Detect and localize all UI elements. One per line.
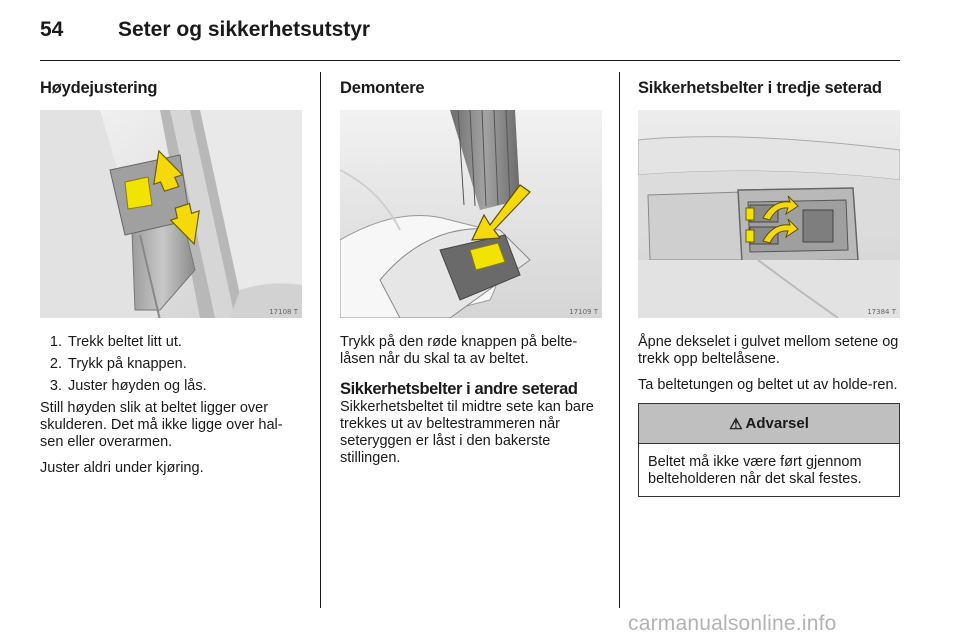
paragraph: Ta beltetungen og beltet ut av holde-ren. (638, 377, 898, 393)
warning-body (639, 444, 899, 496)
step-number: 1. (49, 334, 62, 350)
paragraph: Trykk på den røde knappen på belte-låsen når du skal ta av beltet. (340, 334, 578, 367)
column-remove (340, 72, 604, 476)
warning-text: Beltet må ikke være ført gjennom belteholderen når det skal festes. (648, 454, 862, 487)
step-number: 2. (49, 356, 62, 372)
page-title: Seter og sikkerhetsutstyr (118, 18, 371, 41)
warning-box (638, 403, 900, 497)
section-heading: Sikkerhetsbelter i tredje seterad (638, 79, 882, 97)
figure-code: 17109 T (569, 308, 598, 316)
section-heading: Demontere (340, 79, 425, 97)
list-item (40, 378, 304, 395)
header-rule (40, 60, 900, 61)
floor-cover-illustration (638, 110, 900, 318)
paragraph: Still høyden slik at beltet ligger over skulderen. Det må ikke ligge over hal-sen eller overarmen. (40, 400, 283, 450)
column-divider (320, 72, 321, 608)
column-third-row (638, 72, 902, 497)
watermark: carmanualsonline.info (628, 612, 837, 635)
warning-triangle-icon: ⚠ (729, 415, 743, 433)
section-heading: Høydejustering (40, 79, 158, 97)
paragraph: Sikkerhetsbeltet til midtre sete kan bare trekkes ut av beltestrammeren når seteryggen er låst i den bakerste stillingen. (340, 399, 594, 466)
column-divider (619, 72, 620, 608)
step-text: Trekk beltet litt ut. (68, 334, 182, 350)
step-text: Juster høyden og lås. (68, 378, 207, 394)
figure-third-row (638, 110, 900, 318)
adjustment-steps (40, 334, 304, 395)
figure-code: 17108 T (269, 308, 298, 316)
list-item (40, 334, 304, 351)
column-height-adjustment (40, 72, 304, 486)
paragraph: Juster aldri under kjøring. (40, 460, 204, 476)
warning-title: Advarsel (745, 415, 809, 432)
warning-header (639, 404, 899, 444)
paragraph: Åpne dekselet i gulvet mellom setene og trekk opp beltelåsene. (638, 334, 899, 367)
figure-remove-belt (340, 110, 602, 318)
belt-height-illustration (40, 110, 302, 318)
buckle-release-illustration (340, 110, 602, 318)
figure-height-adjustment (40, 110, 302, 318)
page-number: 54 (40, 18, 64, 41)
list-item (40, 356, 304, 373)
step-number: 3. (49, 378, 62, 394)
step-text: Trykk på knappen. (68, 356, 187, 372)
page-header (40, 18, 370, 48)
figure-code: 17384 T (867, 308, 896, 316)
subsection-heading: Sikkerhetsbelter i andre seterad (340, 380, 578, 398)
